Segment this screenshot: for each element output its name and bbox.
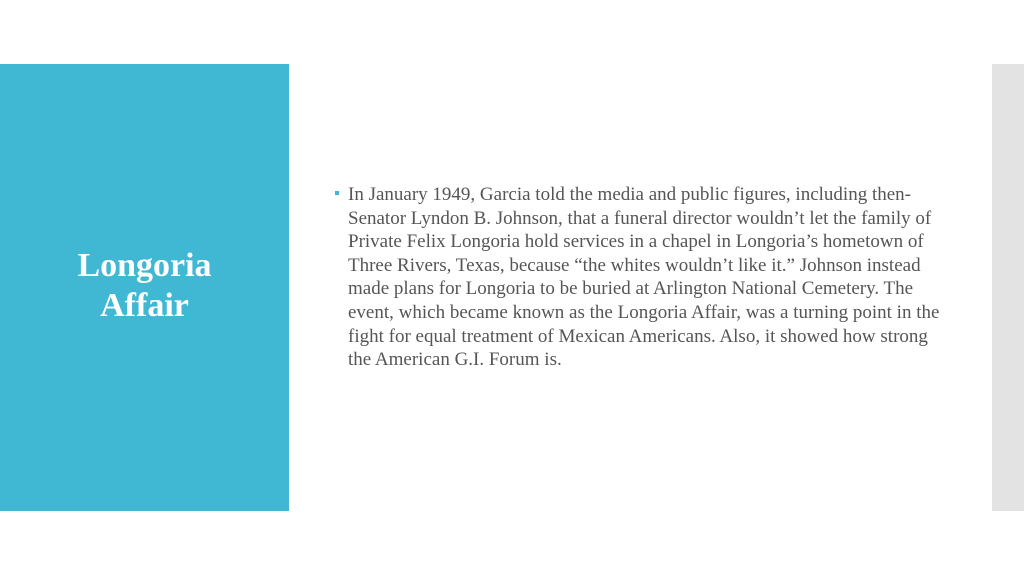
- slide-title: [0, 246, 289, 326]
- title-line-2: Affair: [100, 287, 189, 324]
- bullet-item: [335, 183, 945, 372]
- content-area: [335, 183, 945, 372]
- bullet-text: In January 1949, Garcia told the media and public figures, including then-Senator Lyndon B. Johnson, that a funeral director wouldn’t let the family of Private Felix Longoria hold services in a chapel in Longoria’s hometown of Three Rivers, Texas, because “the whites wouldn’t like it.” Johnson instead made plans for Longoria to be buried at Arlington National Cemetery. The event, which became known as the Longoria Affair, was a turning point in the fight for equal treatment of Mexican Americans. Also, it showed how strong the American G.I. Forum is.: [348, 184, 940, 371]
- title-line-1: Longoria: [77, 247, 212, 284]
- right-side-bar: [992, 64, 1024, 511]
- bullet-icon: [335, 191, 339, 195]
